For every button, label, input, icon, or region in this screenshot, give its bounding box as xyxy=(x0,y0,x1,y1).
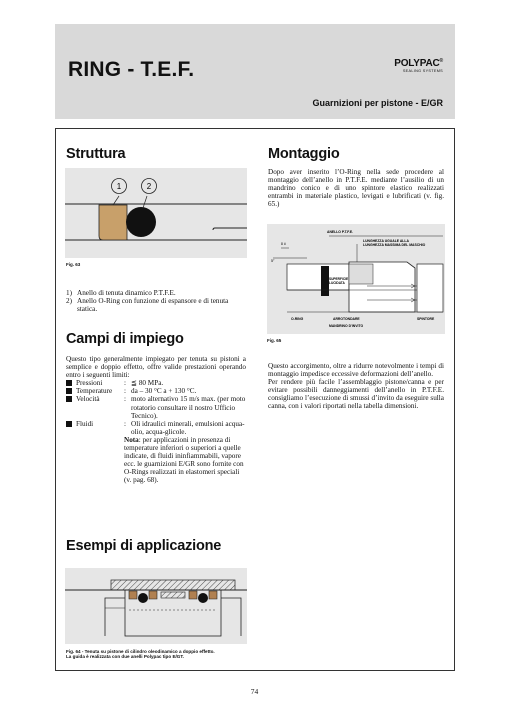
figure-65 xyxy=(267,224,445,334)
brand-reg: ® xyxy=(439,58,443,64)
bullet-icon xyxy=(66,396,72,402)
bullet-icon xyxy=(66,421,72,427)
campi-intro: Questo tipo generalmente impiegato per tenuta su pistoni a semplice e doppio effetto, offre valide prestazioni operando entro i seguenti limiti: xyxy=(66,355,246,380)
montaggio-body-2 xyxy=(268,362,444,411)
section-heading-montaggio: Montaggio xyxy=(268,146,340,162)
nota-block xyxy=(66,436,246,485)
spec-value: da – 30 °C a + 130 °C. xyxy=(131,387,197,396)
spec-key: Fluidi xyxy=(76,419,94,428)
brand-name: POLYPAC xyxy=(394,58,440,69)
spec-row: Velocità : moto alternativo 15 m/s max. (per moto rotatorio consultare il nostro Ufficio Tecnico). xyxy=(66,395,246,419)
page-subtitle: Guarnizioni per pistone - E/GR xyxy=(312,98,443,108)
label-angle: 5° xyxy=(271,259,275,263)
list-item-number: 2) xyxy=(66,297,72,306)
label-oring: O-RING xyxy=(291,317,304,321)
fig-64-caption-line2: La guida è realizzata con due anelli Polypac tipo E/GT. xyxy=(66,654,184,660)
label-spintore: SPINTORE xyxy=(417,317,435,321)
ring-section-diagram xyxy=(65,168,247,258)
list-item xyxy=(66,297,246,313)
piston-application-diagram xyxy=(65,568,247,644)
spec-key: Temperature xyxy=(76,387,113,396)
section-heading-esempi: Esempi di applicazione xyxy=(66,538,222,554)
callout-1: 1 xyxy=(116,182,122,191)
nota-label: Nota xyxy=(124,435,139,444)
callout-2: 2 xyxy=(146,182,152,191)
label-arrotondare: ARROTONDARE xyxy=(333,317,360,321)
figure-63 xyxy=(65,168,247,258)
fig-64-caption xyxy=(66,649,266,660)
spec-key: Velocità xyxy=(76,395,100,404)
fig-64-caption-line1: Fig. 64 - Tenuta su pistone di cilindro oleodinamico a doppio effetto. xyxy=(66,649,215,654)
label-dim: 8 ö xyxy=(281,242,286,246)
nota-text: : per applicazioni in presenza di temperature inferiori o superiori a quelle indicate, di fluidi ininfiammabili, vapore ecc. le guarnizioni E/GR sono fornite con O-Rings realizzati in elastomeri speciali (v. pag. 68). xyxy=(124,435,244,485)
fig-63-label: Fig. 63 xyxy=(66,262,81,267)
fig-65-label: Fig. 65 xyxy=(267,338,282,343)
section-heading-campi: Campi di impiego xyxy=(66,331,184,347)
label-lunghezza-1: LUNGHEZZA UGUALE ALLA xyxy=(363,239,409,243)
struttura-list xyxy=(66,289,246,313)
spec-key: Pressioni xyxy=(76,379,103,388)
label-mandrino: MANDRINO D'INVITO xyxy=(329,324,364,328)
spec-row: Pressioni : ≦ 80 MPa. xyxy=(66,379,246,387)
montaggio-text-3: Per rendere più facile l’assemblaggio pistone/canna e per evitare possibili danneggiamenti dell’anello in P.T.F.E. consigliamo l’esecuzione di smussi d’invito da eseguire sulla canna, con i valori riportati nella tabella dimensioni. xyxy=(268,378,444,411)
list-item-number: 1) xyxy=(66,289,72,297)
bullet-icon xyxy=(66,380,72,386)
assembly-diagram xyxy=(267,224,445,334)
brand-tagline: SEALING SYSTEMS xyxy=(402,69,443,73)
spec-row: Temperature : da – 30 °C a + 130 °C. xyxy=(66,387,246,395)
label-lunghezza-2: LUNGHEZZA MASSIMA DEL MASCHIO xyxy=(363,243,426,247)
montaggio-text-2: Questo accorgimento, oltre a ridurre notevolmente i tempi di montaggio impedisce eccessive deformazioni dell’anello. xyxy=(268,362,444,379)
spec-value: Oli idraulici minerali, emulsioni acqua-olio, acqua-glicole. xyxy=(131,419,245,436)
list-item-text: Anello O-Ring con funzione di espansore e di tenuta statica. xyxy=(77,297,229,314)
page-title: RING - T.E.F. xyxy=(68,58,195,81)
bullet-icon xyxy=(66,388,72,394)
spec-value: moto alternativo 15 m/s max. (per moto rotatorio consultare il nostro Ufficio Tecnico). xyxy=(131,395,246,420)
spec-value: ≦ 80 MPa. xyxy=(131,379,164,388)
brand-logo xyxy=(394,58,443,73)
label-anello: ANELLO P.T.F.E. xyxy=(327,230,354,234)
spec-row: Fluidi : Oli idraulici minerali, emulsioni acqua-olio, acqua-glicole. xyxy=(66,420,246,436)
list-item-text: Anello di tenuta dinamico P.T.F.E. xyxy=(77,289,176,297)
figure-64 xyxy=(65,568,247,644)
section-heading-struttura: Struttura xyxy=(66,146,126,162)
page-number: 74 xyxy=(250,687,259,696)
label-superficie-2: LUCIDATA xyxy=(329,281,345,285)
label-superficie-1: SUPERFICIE xyxy=(329,277,349,281)
campi-body xyxy=(66,355,246,485)
montaggio-text-1: Dopo aver inserito l’O-Ring nella sede procedere al montaggio dell’anello in P.T.F.E. mediante l’ausilio di un mandrino conico e di uno spintore elastico realizzati entrambi in materiale plastico, levigati e lubrificati (v. fig. 65.) xyxy=(268,168,444,209)
list-item xyxy=(66,289,246,297)
